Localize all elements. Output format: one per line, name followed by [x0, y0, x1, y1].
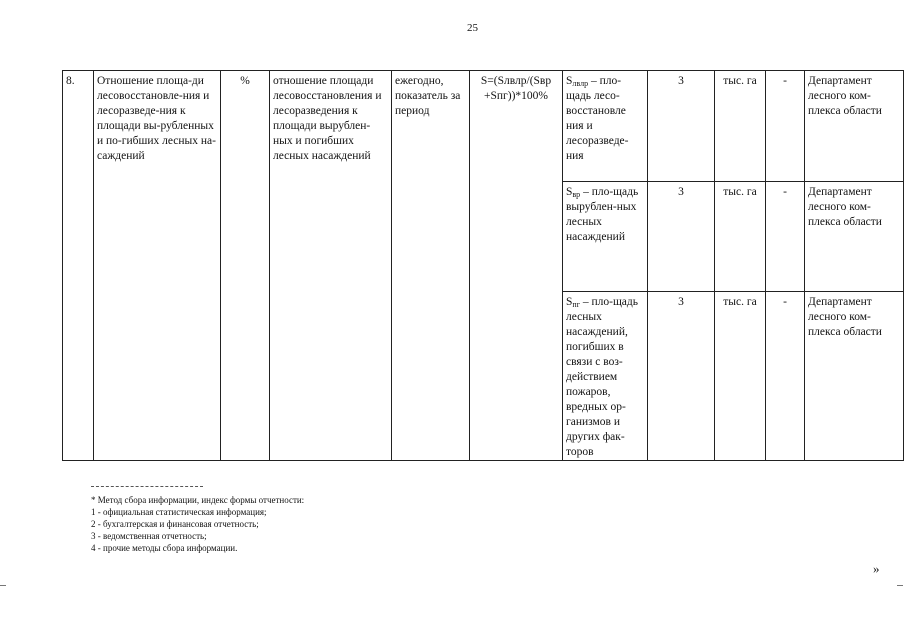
dash-cell: -: [766, 182, 805, 292]
method-cell: 3: [648, 292, 715, 461]
indicator-unit-cell: %: [221, 71, 270, 461]
responsible-cell: Департамент лесного ком-плекса области: [805, 71, 904, 182]
variable-symbol: S: [566, 75, 573, 87]
method-cell: 3: [648, 182, 715, 292]
variable-cell: [563, 182, 648, 292]
definition-cell: отношение площади лесовосстановления и лесоразведения к площади вырублен-ных и погибших лесных насаждений: [270, 71, 392, 461]
variable-subscript: пг: [572, 300, 580, 309]
footnote-item: 4 - прочие методы сбора информации.: [91, 543, 238, 553]
dash-cell: -: [766, 292, 805, 461]
responsible-cell: Департамент лесного ком-плекса области: [805, 292, 904, 461]
footnote-separator: [91, 486, 203, 487]
page-number: 25: [467, 22, 478, 34]
variable-subscript: лвлр: [572, 79, 589, 88]
variable-subscript: вр: [572, 190, 581, 199]
variable-cell: [563, 71, 648, 182]
variable-symbol: S: [566, 296, 573, 308]
variable-symbol: S: [566, 186, 573, 198]
footnote-item: 2 - бухгалтерская и финансовая отчетность;: [91, 519, 259, 529]
indicator-table: [62, 70, 904, 461]
variable-unit-cell: тыс. га: [715, 71, 766, 182]
left-margin-tick: [0, 585, 6, 586]
indicator-name-cell: Отношение площа-ди лесовосстановле-ния и лесоразведе-ния к площади вы-рубленных и по-гибших лесных на-саждений: [94, 71, 221, 461]
dash-cell: -: [766, 71, 805, 182]
row-number-cell: 8.: [63, 71, 94, 461]
responsible-cell: Департамент лесного ком-плекса области: [805, 182, 904, 292]
variable-description: – пло-щадь вырублен-ных лесных насаждений: [566, 186, 639, 243]
period-cell: ежегодно, показатель за период: [392, 71, 470, 461]
footnote-item: 1 - официальная статистическая информация;: [91, 507, 267, 517]
footnotes: [91, 494, 304, 554]
closing-quote-mark: »: [873, 561, 880, 576]
variable-unit-cell: тыс. га: [715, 182, 766, 292]
method-cell: 3: [648, 71, 715, 182]
table-row: [63, 71, 904, 182]
variable-description: – пло-щадь лесных насаждений, погибших в связи с воз-действием пожаров, вредных ор-ганизмов и других фак-торов: [566, 296, 638, 458]
formula-cell: S=(Sлвлр/(Sвр +Sпг))*100%: [470, 71, 563, 461]
variable-description: – пло-щадь лесо-восстановле ния и лесоразведе-ния: [566, 75, 629, 162]
variable-cell: [563, 292, 648, 461]
variable-unit-cell: тыс. га: [715, 292, 766, 461]
footnote-item: 3 - ведомственная отчетность;: [91, 531, 207, 541]
footnote-header: * Метод сбора информации, индекс формы отчетности:: [91, 495, 305, 505]
right-margin-tick: [897, 585, 903, 586]
